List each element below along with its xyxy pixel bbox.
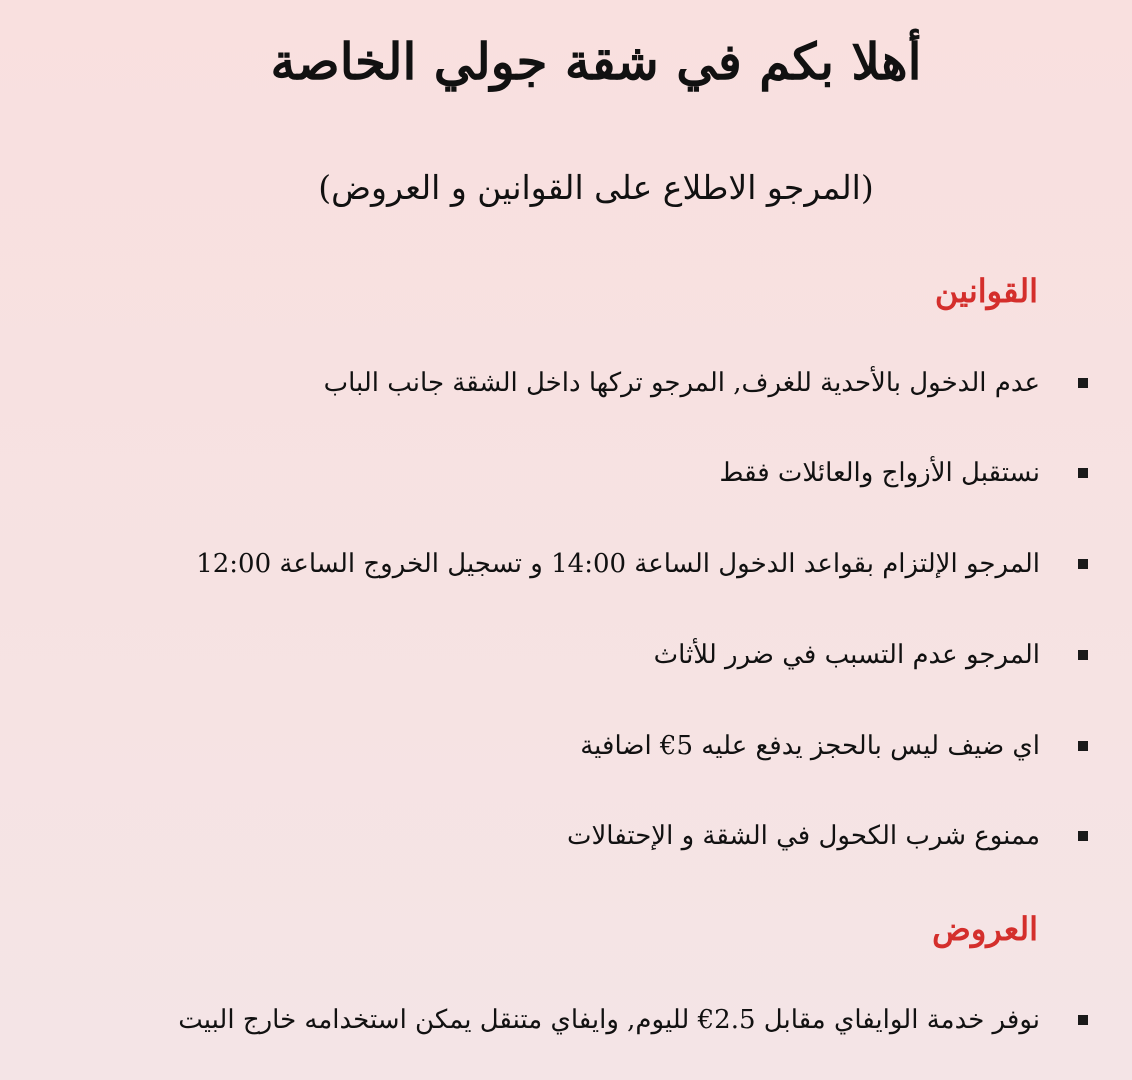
square-bullet-icon bbox=[1078, 559, 1088, 569]
rule-text: عدم الدخول بالأحدية للغرف, المرجو تركها داخل الشقة جانب الباب bbox=[323, 368, 1040, 398]
rule-item bbox=[719, 448, 1088, 498]
square-bullet-icon bbox=[1078, 468, 1088, 478]
rules-heading: القوانين bbox=[934, 272, 1038, 310]
offer-item bbox=[178, 995, 1088, 1045]
rule-text: المرجو عدم التسبب في ضرر للأثاث bbox=[653, 640, 1040, 670]
page-title: أهلا بكم في شقة جولي الخاصة bbox=[270, 32, 922, 91]
offer-text: نوفر خدمة الوايفاي مقابل 2.5€ لليوم, وايفاي متنقل يمكن استخدامه خارج البيت bbox=[178, 1005, 1040, 1035]
square-bullet-icon bbox=[1078, 378, 1088, 388]
rule-item bbox=[324, 358, 1088, 408]
rule-item bbox=[196, 539, 1088, 589]
rule-item bbox=[580, 721, 1088, 771]
rule-text: المرجو الإلتزام بقواعد الدخول الساعة 14:00 و تسجيل الخروج الساعة 12:00 bbox=[196, 549, 1040, 579]
square-bullet-icon bbox=[1078, 831, 1088, 841]
rule-item bbox=[654, 630, 1088, 680]
rule-text: نستقبل الأزواج والعائلات فقط bbox=[719, 458, 1040, 488]
rule-text: ممنوع شرب الكحول في الشقة و الإحتفالات bbox=[567, 821, 1040, 851]
square-bullet-icon bbox=[1078, 650, 1088, 660]
page-subtitle: (المرجو الاطلاع على القوانين و العروض) bbox=[318, 168, 874, 207]
square-bullet-icon bbox=[1078, 741, 1088, 751]
rule-item bbox=[567, 811, 1088, 861]
offers-heading: العروض bbox=[932, 910, 1038, 948]
square-bullet-icon bbox=[1078, 1015, 1088, 1025]
rule-text: اي ضيف ليس بالحجز يدفع عليه 5€ اضافية bbox=[580, 731, 1040, 761]
